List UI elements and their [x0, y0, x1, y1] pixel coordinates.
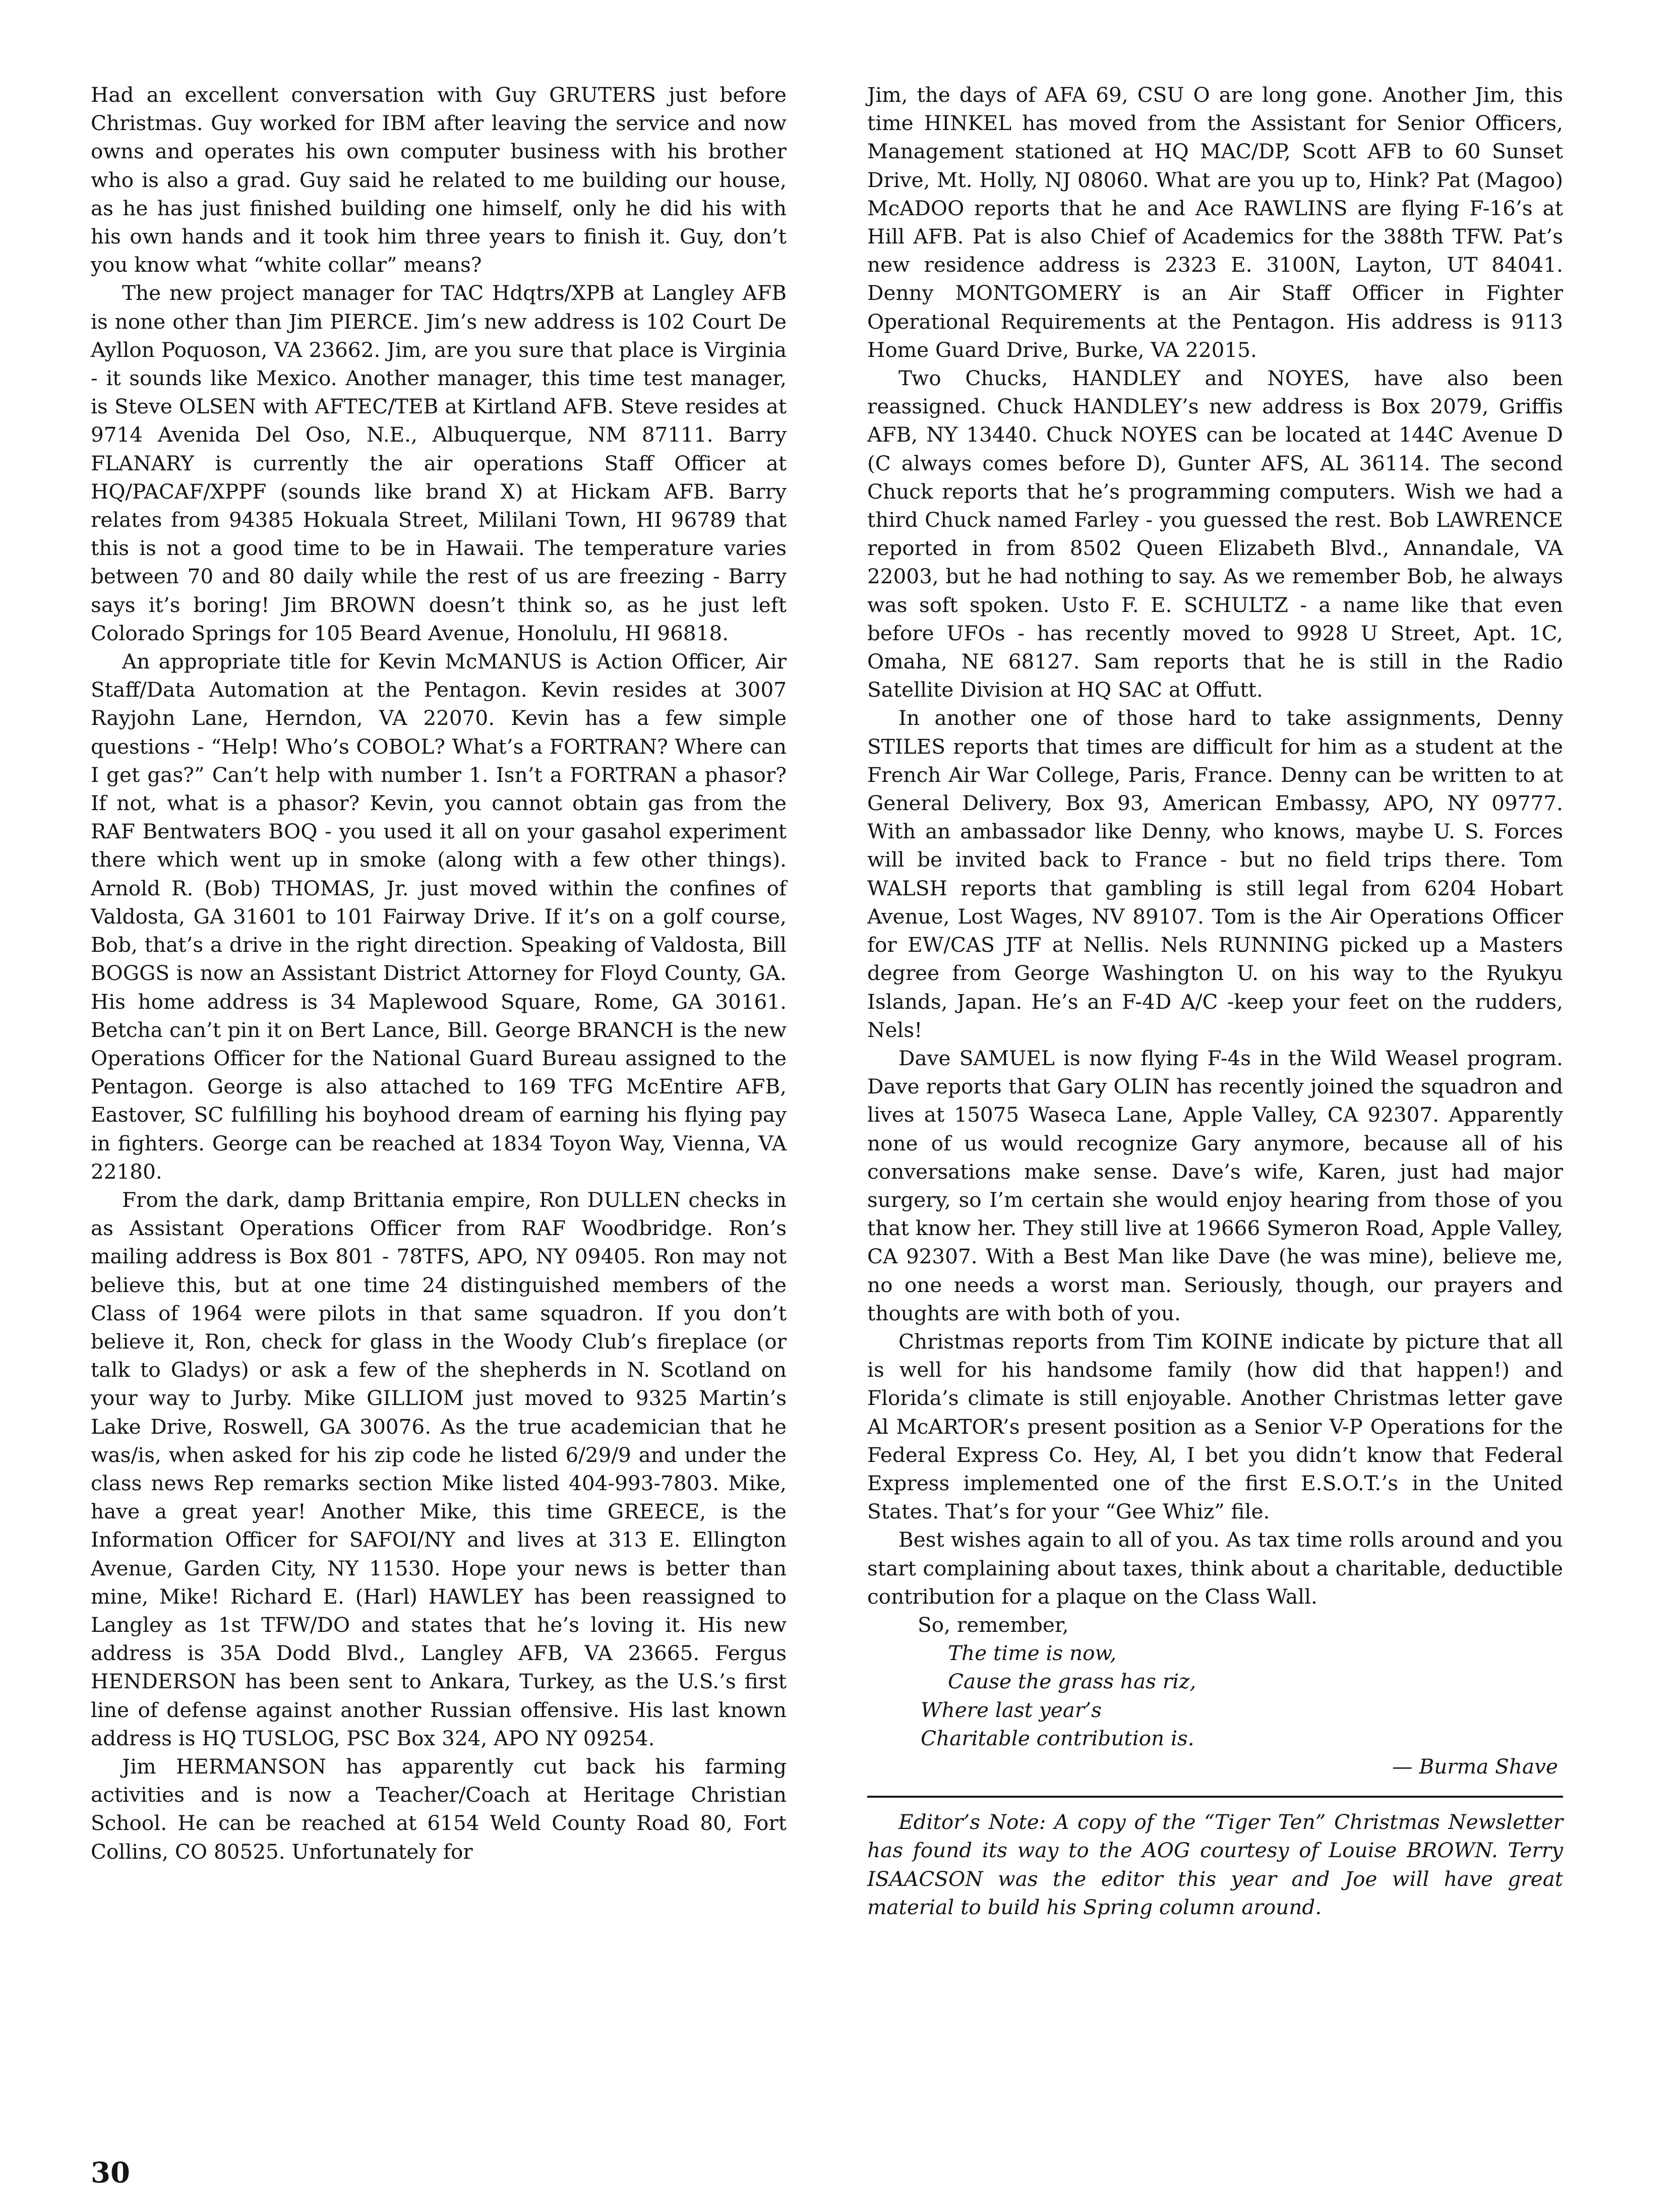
- paragraph: Jim, the days of AFA 69, CSU O are long gone. Another Jim, this time HINKEL has moved from the Assistant for Senior Officers, Management stationed at HQ MAC/DP, Scott AFB to 60 Sunset Drive, Mt. Holly, NJ 08060. What are you up to, Hink? Pat (Magoo) McADOO reports that he and Ace RAWLINS are flying F-16’s at Hill AFB. Pat is also Chief of Academics for the 388th TFW. Pat’s new residence address is 2323 E. 3100N, Layton, UT 84041. Denny MONTGOMERY is an Air Staff Officer in Fighter Operational Requirements at the Pentagon. His address is 9113 Home Guard Drive, Burke, VA 22015.: [867, 83, 1563, 362]
- paragraph: Christmas reports from Tim KOINE indicate by picture that all is well for his handsome family (how did that happen!) and Florida’s climate is still enjoyable. Another Christmas letter gave Al McARTOR’s present position as a Senior V-P Operations for the Federal Express Co. Hey, Al, I bet you didn’t know that Federal Express implemented one of the first E.S.O.T.’s in the United States. That’s for your “Gee Whiz” file.: [867, 1329, 1563, 1524]
- poem-signature: — Burma Shave: [1392, 1754, 1558, 1779]
- left-column: [91, 81, 787, 1866]
- paragraph: Jim HERMANSON has apparently cut back his farming activities and is now a Teacher/Coach at Heritage Christian School. He can be reached at 6154 Weld County Road 80, Fort Collins, CO 80525. Unfortunately for: [91, 1754, 787, 1864]
- paragraph: Dave SAMUEL is now flying F-4s in the Wild Weasel program. Dave reports that Gary OLIN has recently joined the squadron and lives at 15075 Waseca Lane, Apple Valley, CA 92307. Apparently none of us would recognize Gary anymore, because all of his conversations make sense. Dave’s wife, Karen, just had major surgery, so I’m certain she would enjoy hearing from those of you that know her. They still live at 19666 Symeron Road, Apple Valley, CA 92307. With a Best Man like Dave (he was mine), believe me, no one needs a worst man. Seriously, though, our prayers and thoughts are with both of you.: [867, 1046, 1563, 1325]
- right-column: [867, 81, 1563, 1921]
- page-number: 30: [91, 2156, 130, 2189]
- paragraph: The new project manager for TAC Hdqtrs/XPB at Langley AFB is none other than Jim PIERCE. Jim’s new address is 102 Court De Ayllon Poquoson, VA 23662. Jim, are you sure that place is Virginia - it sounds like Mexico. Another manager, this time test manager, is Steve OLSEN with AFTEC/TEB at Kirtland AFB. Steve resides at 9714 Avenida Del Oso, N.E., Albuquerque, NM 87111. Barry FLANARY is currently the air operations Staff Officer at HQ/PACAF/XPPF (sounds like brand X) at Hickam AFB. Barry relates from 94385 Hokuala Street, Mililani Town, HI 96789 that this is not a good time to be in Hawaii. The temperature varies between 70 and 80 daily while the rest of us are freezing - Barry says it’s boring! Jim BROWN doesn’t think so, as he just left Colorado Springs for 105 Beard Avenue, Honolulu, HI 96818.: [91, 281, 787, 645]
- editor-note: Editor’s Note: A copy of the “Tiger Ten” Christmas Newsletter has found its way to the AOG courtesy of Louise BROWN. Terry ISAACSON was the editor this year and Joe will have great material to build his Spring column around.: [867, 1810, 1563, 1919]
- paragraph: Best wishes again to all of you. As tax time rolls around and you start complaining about taxes, think about a charitable, deductible contribution for a plaque on the Class Wall.: [867, 1528, 1563, 1609]
- divider: [867, 1796, 1563, 1798]
- paragraph: Two Chucks, HANDLEY and NOYES, have also been reassigned. Chuck HANDLEY’s new address is Box 2079, Griffis AFB, NY 13440. Chuck NOYES can be located at 144C Avenue D (C always comes before D), Gunter AFS, AL 36114. The second Chuck reports that he’s programming computers. Wish we had a third Chuck named Farley - you guessed the rest. Bob LAWRENCE reported in from 8502 Queen Elizabeth Blvd., Annandale, VA 22003, but he had nothing to say. As we remember Bob, he always was soft spoken. Usto F. E. SCHULTZ - a name like that even before UFOs - has recently moved to 9928 U Street, Apt. 1C, Omaha, NE 68127. Sam reports that he is still in the Radio Satellite Division at HQ SAC at Offutt.: [867, 366, 1563, 702]
- paragraph: From the dark, damp Brittania empire, Ron DULLEN checks in as Assistant Operations Officer from RAF Woodbridge. Ron’s mailing address is Box 801 - 78TFS, APO, NY 09405. Ron may not believe this, but at one time 24 distinguished members of the Class of 1964 were pilots in that same squadron. If you don’t believe it, Ron, check for glass in the Woody Club’s fireplace (or talk to Gladys) or ask a few of the shepherds in N. Scotland on your way to Jurby. Mike GILLIOM just moved to 9325 Martin’s Lake Drive, Roswell, GA 30076. As the true academician that he was/is, when asked for his zip code he listed 6/29/9 and under the class news Rep remarks section Mike listed 404-993-7803. Mike, have a great year! Another Mike, this time GREECE, is the Information Officer for SAFOI/NY and lives at 313 E. Ellington Avenue, Garden City, NY 11530. Hope your news is better than mine, Mike! Richard E. (Harl) HAWLEY has been reassigned to Langley as 1st TFW/DO and states that he’s loving it. His new address is 35A Dodd Blvd., Langley AFB, VA 23665. Fergus HENDERSON has been sent to Ankara, Turkey, as the U.S.’s first line of defense against another Russian offensive. His last known address is HQ TUSLOG, PSC Box 324, APO NY 09254.: [91, 1187, 787, 1750]
- paragraph: In another one of those hard to take assignments, Denny STILES reports that times are difficult for him as a student at the French Air War College, Paris, France. Denny can be written to at General Delivery, Box 93, American Embassy, APO, NY 09777. With an ambassador like Denny, who knows, maybe U. S. Forces will be invited back to France - but no field trips there. Tom WALSH reports that gambling is still legal from 6204 Hobart Avenue, Lost Wages, NV 89107. Tom is the Air Operations Officer for EW/CAS JTF at Nellis. Nels RUNNING picked up a Masters degree from George Washington U. on his way to the Ryukyu Islands, Japan. He’s an F-4D A/C -keep your feet on the rudders, Nels!: [867, 706, 1563, 1042]
- burma-shave-poem: [867, 1611, 1563, 1781]
- paragraph: Had an excellent conversation with Guy GRUTERS just before Christmas. Guy worked for IBM after leaving the service and now owns and operates his own computer business with his brother who is also a grad. Guy said he related to me building our house, as he has just finished building one himself, only he did his with his own hands and it took him three years to finish it. Guy, don’t you know what “white collar” means?: [91, 83, 787, 277]
- paragraph: An appropriate title for Kevin McMANUS is Action Officer, Air Staff/Data Automation at the Pentagon. Kevin resides at 3007 Rayjohn Lane, Herndon, VA 22070. Kevin has a few simple questions - “Help! Who’s COBOL? What’s a FORTRAN? Where can I get gas?” Can’t help with number 1. Isn’t a FORTRAN a phasor? If not, what is a phasor? Kevin, you cannot obtain gas from the RAF Bentwaters BOQ - you used it all on your gasahol experiment there which went up in smoke (along with a few other things). Arnold R. (Bob) THOMAS, Jr. just moved within the confines of Valdosta, GA 31601 to 101 Fairway Drive. If it’s on a golf course, Bob, that’s a drive in the right direction. Speaking of Valdosta, Bill BOGGS is now an Assistant District Attorney for Floyd County, GA. His home address is 34 Maplewood Square, Rome, GA 30161. Betcha can’t pin it on Bert Lance, Bill. George BRANCH is the new Operations Officer for the National Guard Bureau assigned to the Pentagon. George is also attached to 169 TFG McEntire AFB, Eastover, SC fulfilling his boyhood dream of earning his flying pay in fighters. George can be reached at 1834 Toyon Way, Vienna, VA 22180.: [91, 649, 787, 1184]
- poem-intro: So, remember,: [918, 1612, 1069, 1637]
- poem-line: Charitable contribution is.: [921, 1726, 1194, 1750]
- poem-line: Where last year’s: [921, 1697, 1102, 1722]
- poem-line: Cause the grass has riz,: [948, 1669, 1196, 1694]
- poem-line: The time is now,: [948, 1641, 1117, 1666]
